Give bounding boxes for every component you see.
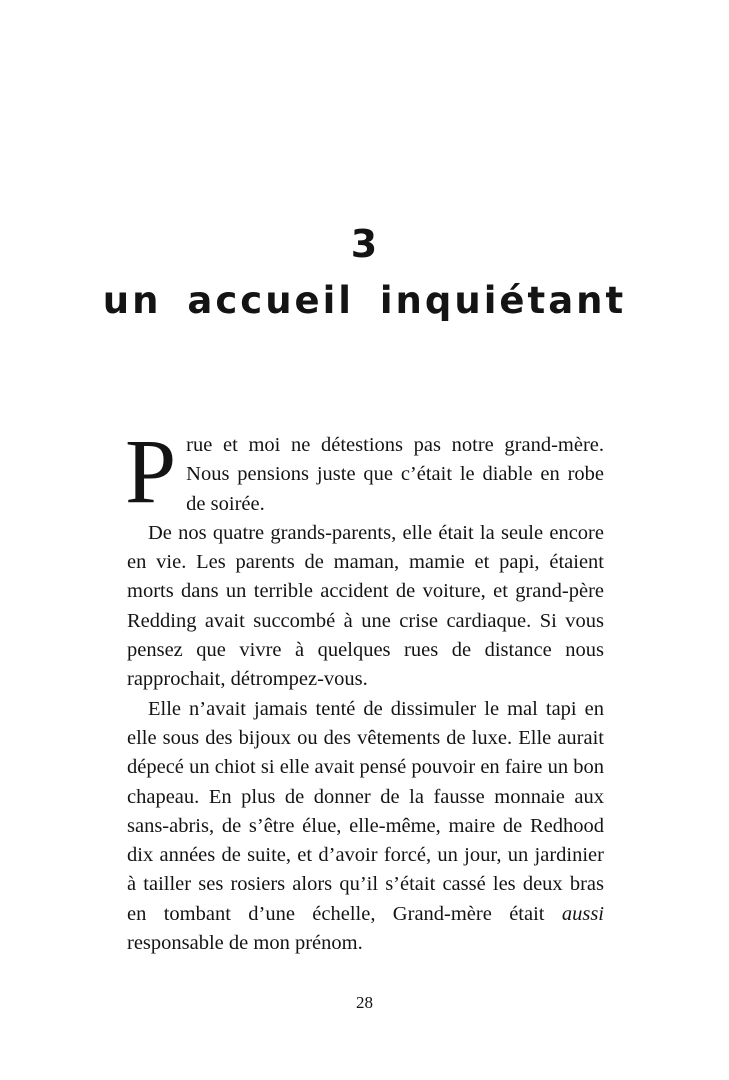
chapter-body [125, 420, 604, 958]
paragraph-3-text-end: responsable de mon prénom. [127, 932, 363, 955]
chapter-number: 3 [350, 222, 379, 266]
italic-emphasis: aussi [561, 902, 604, 925]
paragraph-1-text: rue et moi ne détestions pas notre grand-mère. Nous pensions juste que c’était le diable en robe de soirée. [186, 434, 604, 515]
paragraph-3 [127, 695, 604, 959]
paragraph-2: De nos quatre grands-parents, elle était la seule encore en vie. Les parents de maman, mamie et papi, étaient morts dans un terrible accident de voiture, et grand-père Redding avait succombé à une crise cardiaque. Si vous pensez que vivre à quelques rues de distance nous rapprochait, détrompez-vous. [127, 521, 604, 691]
page-number: 28 [356, 993, 373, 1012]
chapter-title: un accueil inquiétant [102, 279, 627, 322]
drop-cap: P [125, 420, 177, 522]
paragraph-3-text-start: Elle n’avait jamais tenté de dissimuler le mal tapi en elle sous des bijoux ou des vêtements de luxe. Elle aurait dépecé un chiot si elle avait pensé pouvoir en faire un bon chapeau. En plus de donner de la fausse monnaie aux sans-abris, de s’être élue, elle-même, maire de Redhood dix années de suite, et d’avoir forcé, un jour, un jardinier à tailler ses rosiers alors qu’il s’était cassé les deux bras en tombant d’une échelle, Grand-mère était [127, 697, 604, 925]
paragraph-1 [125, 420, 604, 522]
